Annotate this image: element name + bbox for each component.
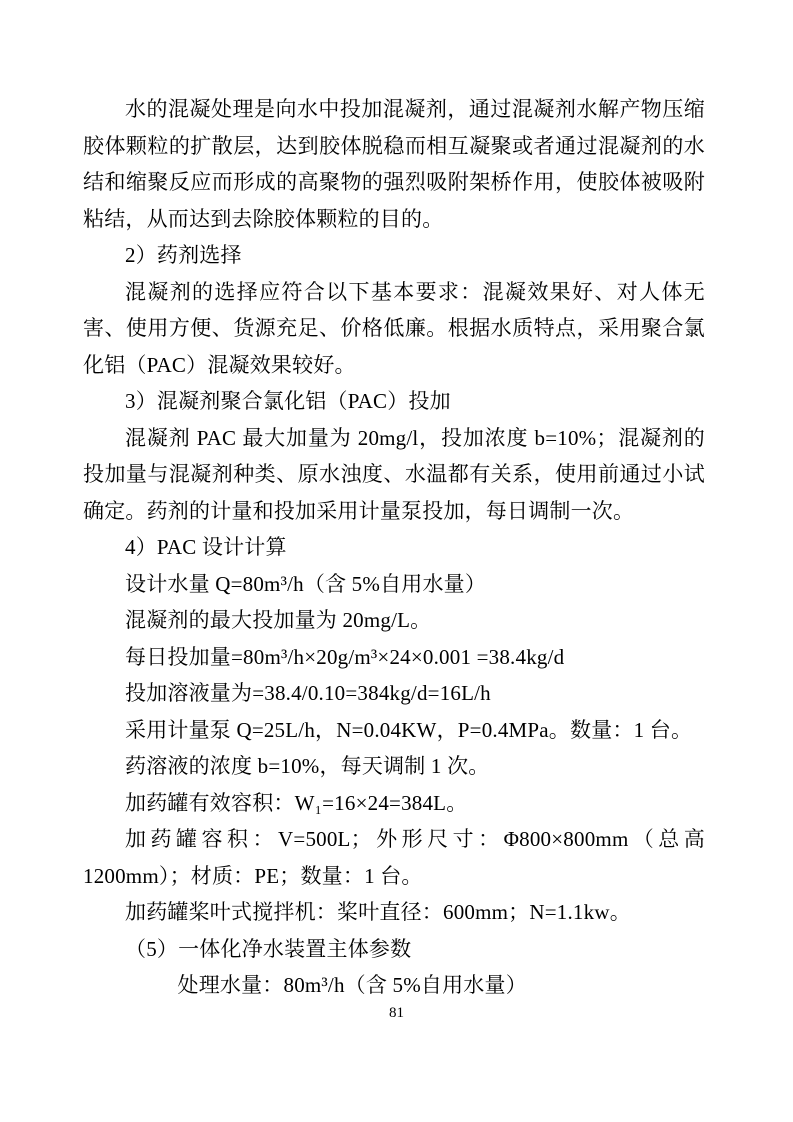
heading-integrated-purifier-params: （5）一体化净水装置主体参数 xyxy=(125,936,412,961)
line-metering-pump-spec: 采用计量泵 Q=25L/h，N=0.04KW，P=0.4MPa。数量：1 台。 xyxy=(125,717,693,742)
line-tank-effective-volume: 加药罐有效容积：W₁=16×24=384L。 xyxy=(125,790,468,815)
heading-reagent-selection: 2）药剂选择 xyxy=(125,243,242,267)
line-tank-spec: 加药罐容积：V=500L；外形尺寸：Φ800×800mm（总高 1200mm）；材质：PE；数量：1 台。 xyxy=(83,827,705,888)
line-treatment-capacity: 处理水量：80m³/h（含 5%自用水量） xyxy=(177,973,527,997)
line-design-flow: 设计水量 Q=80m³/h（含 5%自用水量） xyxy=(125,571,487,596)
paragraph-reagent-requirements: 混凝剂的选择应符合以下基本要求：混凝效果好、对人体无害、使用方便、货源充足、价格低廉。根据水质特点，采用聚合氯化铝（PAC）混凝效果较好。 xyxy=(83,279,705,377)
line-solution-concentration: 药溶液的浓度 b=10%，每天调制 1 次。 xyxy=(125,754,490,778)
paragraph-pac-dosing-detail: 混凝剂 PAC 最大加量为 20mg/l，投加浓度 b=10%；混凝剂的投加量与混凝剂种类、原水浊度、水温都有关系，使用前通过小试确定。药剂的计量和投加采用计量泵投加，每日调制一次。 xyxy=(83,425,705,523)
line-max-dose: 混凝剂的最大投加量为 20mg/L。 xyxy=(125,608,432,632)
document-body xyxy=(83,91,705,1004)
heading-pac-design-calc: 4）PAC 设计计算 xyxy=(125,535,287,559)
page-number: 81 xyxy=(389,1005,404,1021)
paragraph-coagulation-intro: 水的混凝处理是向水中投加混凝剂，通过混凝剂水解产物压缩胶体颗粒的扩散层，达到胶体脱稳而相互凝聚或者通过混凝剂的水结和缩聚反应而形成的高聚物的强烈吸附架桥作用，使胶体被吸附粘结，从而达到去除胶体颗粒的目的。 xyxy=(83,97,705,231)
line-daily-dose-formula: 每日投加量=80m³/h×20g/m³×24×0.001 =38.4kg/d xyxy=(125,644,565,669)
line-tank-mixer-spec: 加药罐桨叶式搅拌机：桨叶直径：600mm；N=1.1kw。 xyxy=(125,900,631,924)
heading-pac-dosing: 3）混凝剂聚合氯化铝（PAC）投加 xyxy=(125,389,451,413)
line-solution-volume-formula: 投加溶液量为=38.4/0.10=384kg/d=16L/h xyxy=(125,681,491,705)
